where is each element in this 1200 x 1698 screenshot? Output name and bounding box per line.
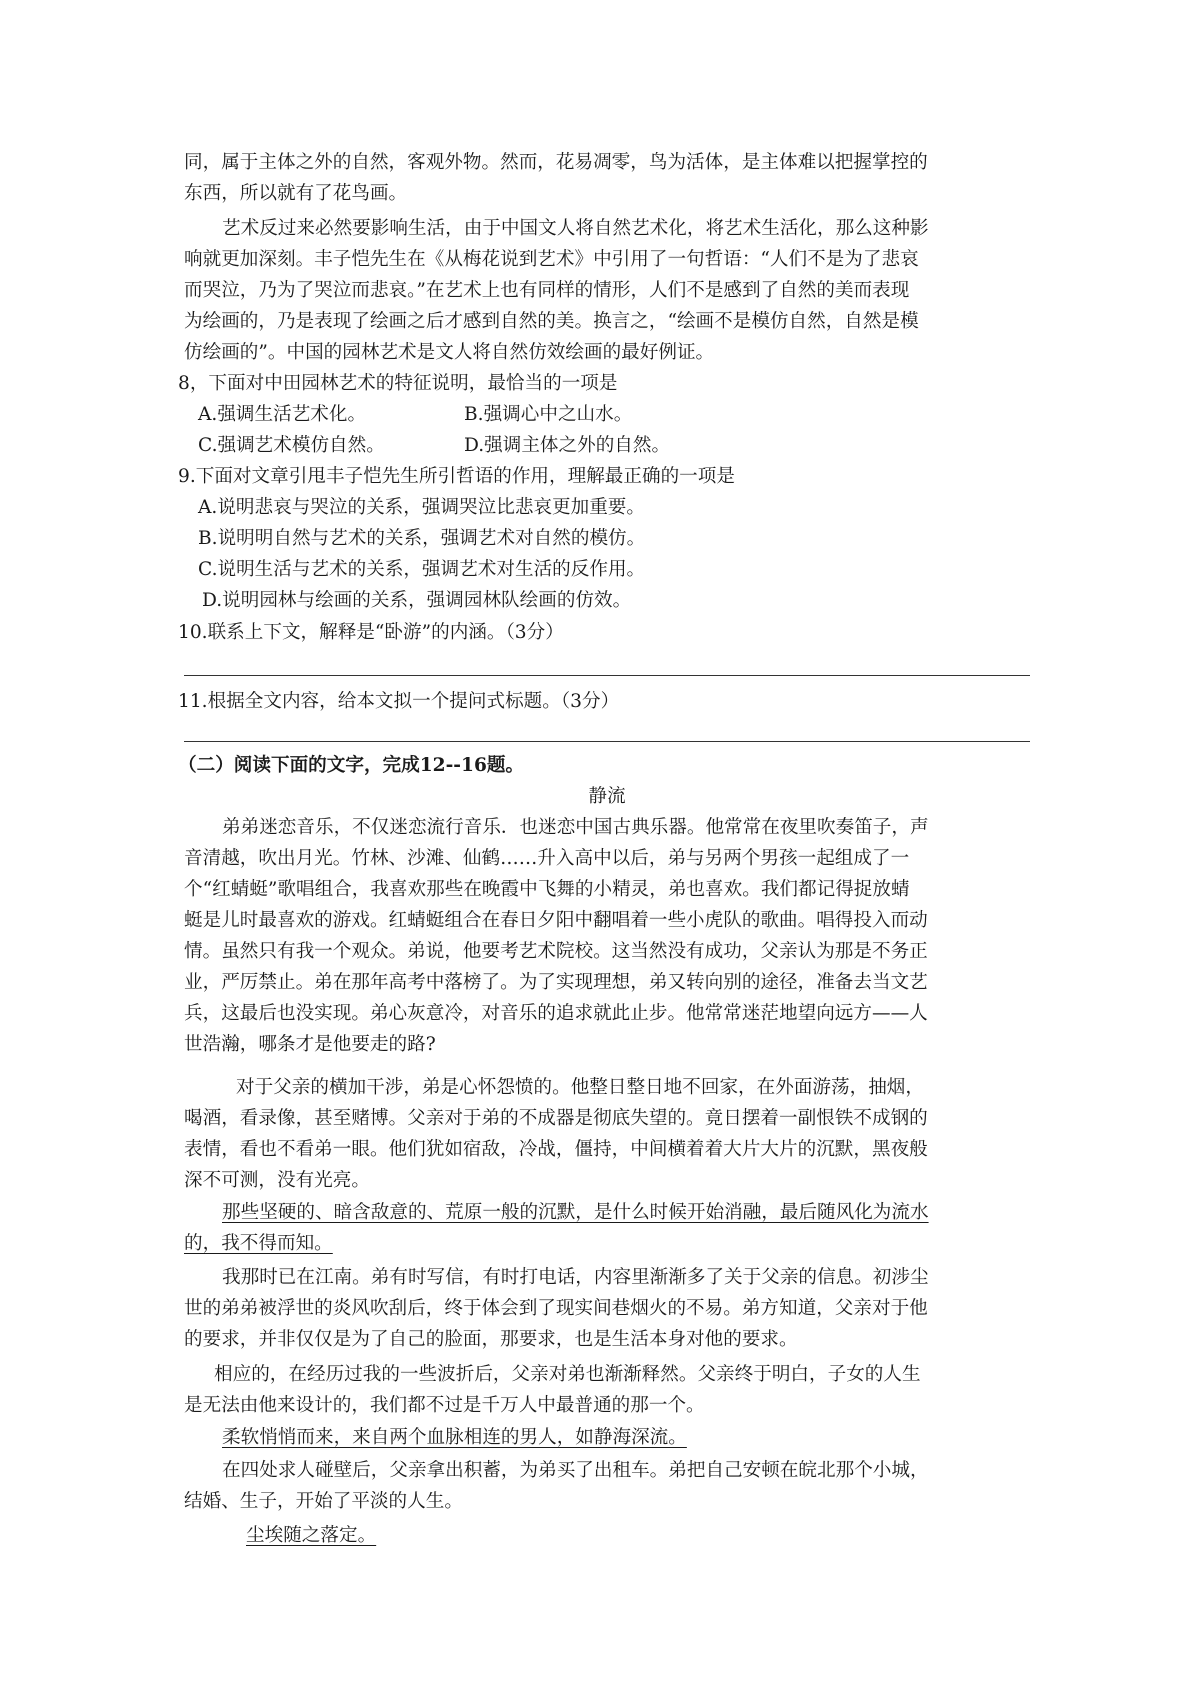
text-line: 个“红蜻蜓”歌唱组合，我喜欢那些在晚霞中飞舞的小精灵，弟也喜欢。我们都记得捉放蜻	[184, 879, 910, 900]
passage1-para1	[184, 147, 1030, 209]
question-stem: 10.联系上下文，解释是“卧游”的内涵。（3分）	[178, 622, 564, 643]
text-line: 蜓是儿时最喜欢的游戏。红蜻蜓组合在春日夕阳中翻唱着一些小虎队的歌曲。唱得投入而动	[184, 910, 928, 931]
section-heading: （二）阅读下面的文字，完成12--16题。	[178, 755, 525, 776]
option-d: D.强调主体之外的自然。	[464, 435, 671, 456]
passage1-para2	[184, 213, 1030, 368]
question-8	[178, 368, 1024, 461]
underlined-line: 那些坚硬的、暗含敌意的、荒原一般的沉默，是什么时候开始消融，最后随风化为流水	[222, 1202, 929, 1223]
text-line: 是无法由他来设计的，我们都不过是千万人中最普通的那一个。	[184, 1395, 705, 1416]
option-a: A.强调生活艺术化。	[198, 404, 367, 425]
text-line: 情。虽然只有我一个观众。弟说，他要考艺术院校。这当然没有成功，父亲认为那是不务正	[184, 941, 928, 962]
section2-para5	[184, 1359, 1030, 1421]
question-11	[178, 686, 1024, 717]
question-stem: 8，下面对中田园林艺术的特征说明，最恰当的一项是	[178, 373, 618, 394]
section2-para4	[184, 1262, 1030, 1355]
option-c: C.说明生活与艺术的关系，强调艺术对生活的反作用。	[198, 559, 646, 580]
text-line: 兵，这最后也没实现。弟心灰意冷，对音乐的追求就此止步。他常常迷茫地望向远方——人	[184, 1003, 928, 1024]
text-line: 相应的，在经历过我的一些波折后，父亲对弟也渐渐释然。父亲终于明白，子女的人生	[214, 1364, 921, 1385]
text-line: 结婚、生子，开始了平淡的人生。	[184, 1491, 463, 1512]
answer-line	[184, 675, 1030, 676]
section2-para8	[246, 1520, 376, 1551]
text-line: 而哭泣，乃为了哭泣而悲哀。”在艺术上也有同样的情形，人们不是感到了自然的美而表现	[184, 280, 910, 301]
text-line: 对于父亲的横加干涉，弟是心怀怨愤的。他整日整日地不回家，在外面游荡，抽烟，	[236, 1077, 924, 1098]
question-stem: 11.根据全文内容，给本文拟一个提问式标题。（3分）	[178, 691, 620, 712]
underlined-line: 尘埃随之落定。	[246, 1525, 377, 1546]
text-line: 弟弟迷恋音乐，不仅迷恋流行音乐．也迷恋中国古典乐器。他常常在夜里吹奏笛子，声	[222, 817, 929, 838]
option-c: C.强调艺术模仿自然。	[198, 435, 385, 456]
option-b: B.强调心中之山水。	[464, 404, 633, 425]
text-line: 世的弟弟被浮世的炎风吹刮后，终于体会到了现实间巷烟火的不易。弟方知道，父亲对于他	[184, 1298, 928, 1319]
options-row	[178, 399, 1024, 430]
options-row	[178, 430, 1024, 461]
question-9	[178, 461, 1024, 616]
option-d: D.说明园林与绘画的关系，强调园林队绘画的仿效。	[202, 590, 632, 611]
text-line: 深不可测，没有光亮。	[184, 1170, 370, 1191]
section2-para6	[222, 1422, 687, 1453]
text-line: 艺术反过来必然要影响生活，由于中国文人将自然艺术化，将艺术生活化，那么这种影	[222, 218, 929, 239]
text-line: 我那时已在江南。弟有时写信，有时打电话，内容里渐渐多了关于父亲的信息。初涉尘	[222, 1267, 929, 1288]
section2-para7	[184, 1455, 1030, 1517]
question-stem: 9.下面对文章引甩丰子恺先生所引哲语的作用，理解最正确的一项是	[178, 466, 735, 487]
question-10	[178, 617, 1024, 648]
text-line: 同，属于主体之外的自然，客观外物。然而，花易凋零，鸟为活体，是主体难以把握掌控的	[184, 152, 928, 173]
option-a: A.说明悲哀与哭泣的关系，强调哭泣比悲哀更加重要。	[198, 497, 645, 518]
text-line: 为绘画的，乃是表现了绘画之后才感到自然的美。换言之，“绘画不是模仿自然，自然是模	[184, 311, 919, 332]
text-line: 世浩瀚，哪条才是他要走的路?	[184, 1034, 436, 1055]
section2-title-block	[184, 781, 1030, 812]
text-line: 仿绘画的”。中国的园林艺术是文人将自然仿效绘画的最好例证。	[184, 342, 715, 363]
underlined-line: 的，我不得而知。	[184, 1233, 333, 1254]
text-line: 表情，看也不看弟一眼。他们犹如宿敌，冷战，僵持，中间横着着大片大片的沉默，黑夜般	[184, 1139, 928, 1160]
section2-para3	[184, 1197, 1030, 1259]
text-line: 的要求，并非仅仅是为了自己的脸面，那要求，也是生活本身对他的要求。	[184, 1329, 798, 1350]
section2-para1	[184, 812, 1030, 1060]
text-line: 喝酒，看录像，甚至赌博。父亲对于弟的不成器是彻底失望的。竟日摆着一副恨铁不成钢的	[184, 1108, 928, 1129]
answer-line	[184, 741, 1030, 742]
underlined-line: 柔软悄悄而来，来自两个血脉相连的男人，如静海深流。	[222, 1427, 687, 1448]
option-b: B.说明明自然与艺术的关系，强调艺术对自然的模仿。	[198, 528, 646, 549]
text-line: 响就更加深刻。丰子恺先生在《从梅花说到艺术》中引用了一句哲语：“人们不是为了悲哀	[184, 249, 919, 270]
text-line: 在四处求人碰壁后，父亲拿出积蓄，为弟买了出租车。弟把自己安顿在皖北那个小城，	[222, 1460, 929, 1481]
section2-heading-block	[178, 750, 1024, 781]
text-line: 东西，所以就有了花鸟画。	[184, 183, 408, 204]
passage-title: 静流	[588, 786, 626, 807]
section2-para2	[184, 1072, 1030, 1196]
text-line: 业，严厉禁止。弟在那年高考中落榜了。为了实现理想，弟又转向别的途径，准备去当文艺	[184, 972, 928, 993]
text-line: 音清越，吹出月光。竹林、沙滩、仙鹤……升入高中以后，弟与另两个男孩一起组成了一	[184, 848, 910, 869]
